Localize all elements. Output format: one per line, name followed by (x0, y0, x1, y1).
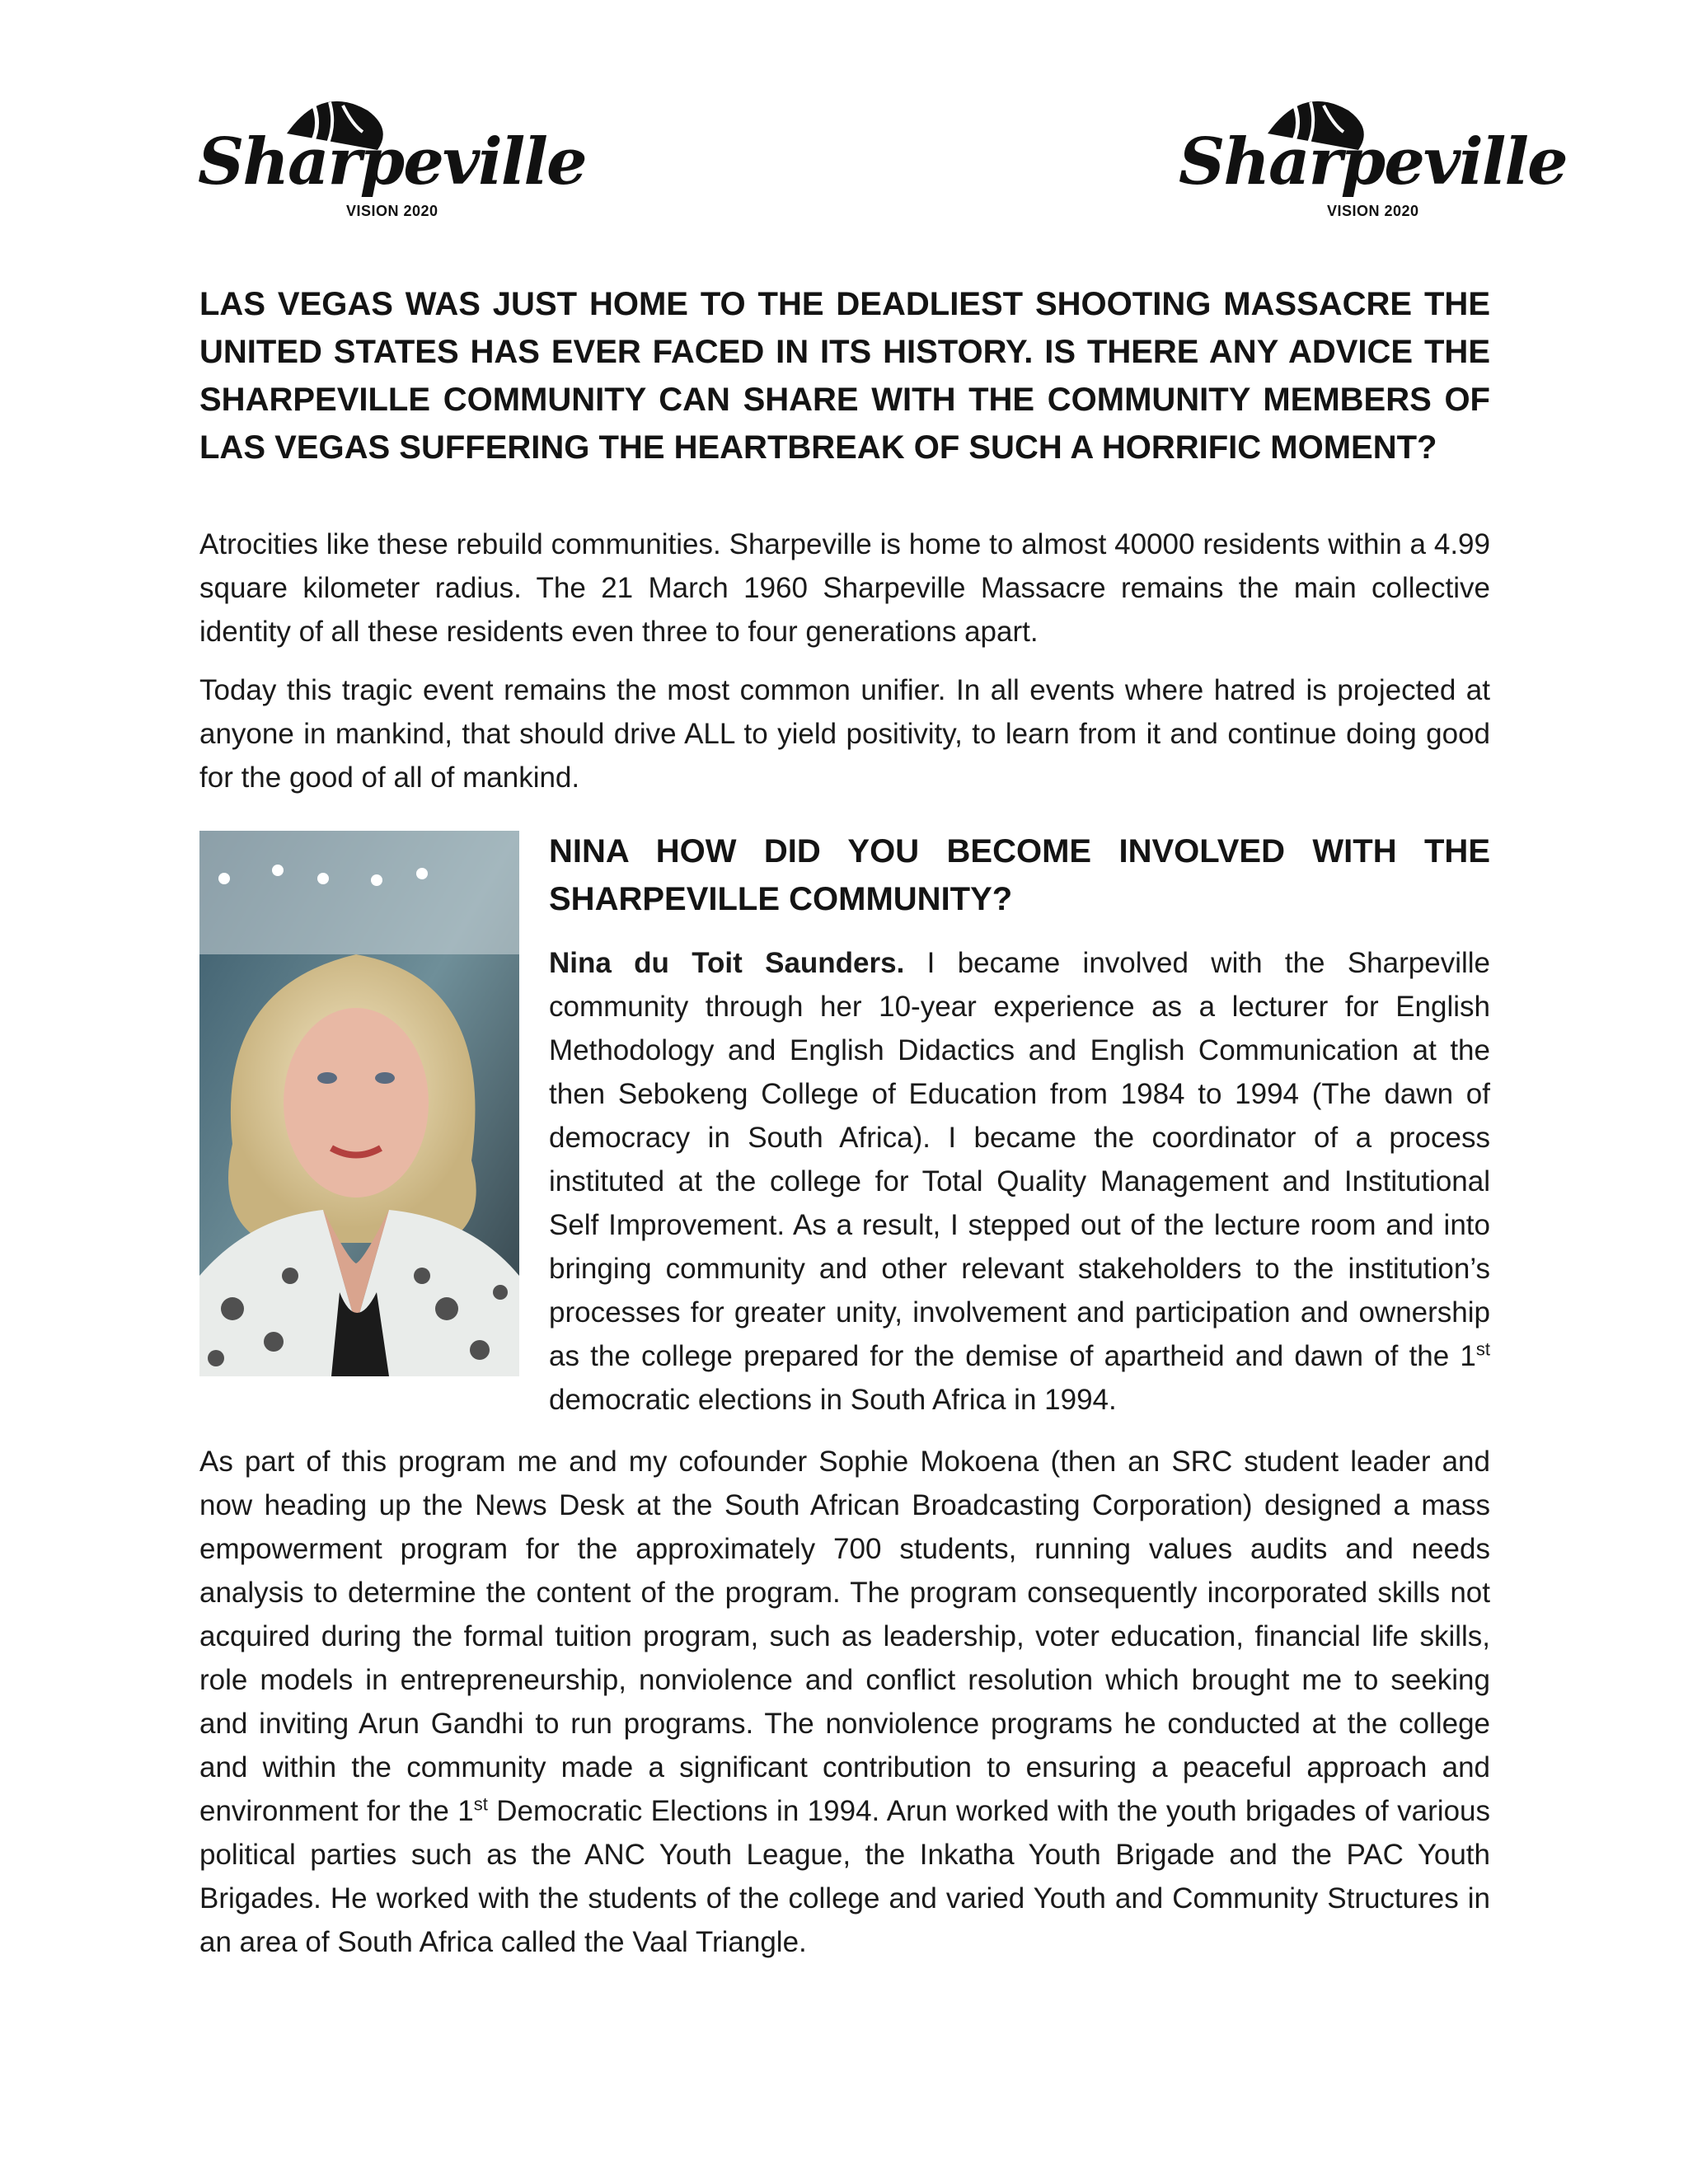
sharpeville-logo-right (1179, 92, 1567, 224)
nina-paragraph-2-text-a: As part of this program me and my cofounder Sophie Mokoena (then an SRC student leader and now heading up the News Desk at the South African Broadcasting Corporation) designed a mass empowerment program for the approximately 700 students, running values audits and needs analysis to determine the content of the program. The program consequently incorporated skills not acquired during the formal tuition program, such as leadership, voter education, financial life skills, role models in entrepreneurship, nonviolence and conflict resolution which brought me to seeking and inviting Arun Gandhi to run programs. The nonviolence programs he conducted at the college and within the community made a significant contribution to ensuring a peaceful approach and environment for the 1 (199, 1446, 1490, 1827)
nina-paragraph-2 (199, 1440, 1490, 1964)
speaker-name: Nina du Toit Saunders. (549, 947, 905, 979)
nina-paragraph-1-text-b: democratic elections in South Africa in 1994. (549, 1384, 1117, 1416)
logo-subtitle: VISION 2020 (346, 203, 438, 219)
ordinal-suffix: st (473, 1793, 488, 1815)
question-heading-nina: NINA HOW DID YOU BECOME INVOLVED WITH THE SHARPEVILLE COMMUNITY? (549, 833, 1490, 917)
nina-paragraph-2-text-b: Democratic Elections in 1994. Arun worked with the youth brigades of various political parties such as the ANC Youth League, the Inkatha Youth Brigade and the PAC Youth Brigades. He worked with the students of the college and varied Youth and Community Structures in an area of South Africa called the Vaal Triangle. (199, 1795, 1490, 1958)
question-heading-las-vegas: LAS VEGAS WAS JUST HOME TO THE DEADLIEST SHOOTING MASSACRE THE UNITED STATES HAS EVER FACED IN ITS HISTORY. IS THERE ANY ADVICE THE SHARPEVILLE COMMUNITY CAN SHARE WITH THE COMMUNITY MEMBERS OF LAS VEGAS SUFFERING THE HEARTBREAK OF SUCH A HORRIFIC MOMENT? (199, 286, 1490, 466)
logo-wordmark: Sharpeville (1179, 124, 1567, 199)
sharpeville-logo-left (198, 92, 586, 224)
nina-paragraph-1-text-a: I became involved with the Sharpeville community through her 10-year experience as a lecturer for English Methodology and English Didactics and English Communication at the then Sebokeng College of Education from 1984 to 1994 (The dawn of democracy in South Africa). I became the coordinator of a process instituted at the college for Total Quality Management and Institutional Self Improvement. As a result, I stepped out of the lecture room and into bringing community and other relevant stakeholders to the institution’s processes for greater unity, involvement and participation and ownership as the college prepared for the demise of apartheid and dawn of the 1 (549, 947, 1490, 1372)
answer-paragraph-2: Today this tragic event remains the most common unifier. In all events where hatred is projected at anyone in mankind, that should drive ALL to yield positivity, to learn from it and continue doing good for the good of all of mankind. (199, 674, 1490, 794)
ordinal-suffix: st (1475, 1338, 1490, 1360)
answer-paragraph-1: Atrocities like these rebuild communities. Sharpeville is home to almost 40000 residents within a 4.99 square kilometer radius. The 21 March 1960 Sharpeville Massacre remains the main collective identity of all these residents even three to four generations apart. (199, 528, 1490, 648)
logo-wordmark: Sharpeville (198, 124, 586, 199)
document-body (199, 280, 1490, 1979)
portrait-photo (199, 831, 519, 1376)
logo-subtitle: VISION 2020 (1327, 203, 1419, 219)
